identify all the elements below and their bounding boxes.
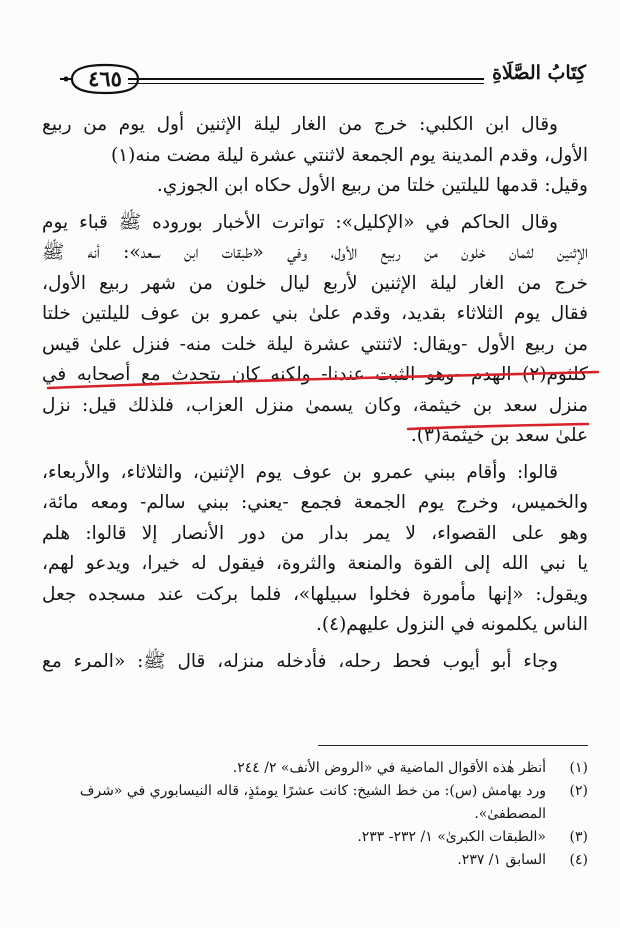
footnotes: [60, 757, 588, 872]
text-line: وجاء أبو أيوب فحط رحله، فأدخله منزله، قال ﷺ: «المرء مع: [42, 650, 558, 672]
text-line: الأول، وقدم المدينة يوم الجمعة لاثنتي عشرة ليلة مضت منه(١): [110, 144, 588, 166]
footnote-number: (٤): [569, 852, 588, 868]
footnote-number: (٢): [569, 783, 588, 799]
text-line: الناس يكلمونه في النزول عليهم(٤).: [316, 614, 588, 635]
text-line: من ربيع الأول -ويقال: لاثنتي عشرة ليلة خلت منه- فنزل علىٰ قيس: [42, 333, 588, 355]
text-line: منزل سعد بن خيثمة، وكان يسمىٰ منزل العزاب، فلذلك قيل: نزل: [42, 394, 588, 416]
page-header: [58, 62, 586, 98]
main-text: [42, 110, 588, 677]
footnote: [60, 849, 588, 872]
running-title: كِتَابُ الصَّلَاةِ: [484, 62, 586, 84]
text-line: فقال يوم الثلاثاء بقديد، وقدم علىٰ بني عمرو بن عوف لليلتين خلتا: [42, 303, 588, 324]
text-line: والخميس، وخرج يوم الجمعة فجمع -يعني: ببني سالم- ومعه مائة،: [42, 492, 588, 513]
footnote: [60, 826, 588, 849]
text-line: وقيل: قدمها لليلتين خلتا من ربيع الأول حكاه ابن الجوزي.: [156, 175, 588, 196]
footnote-number: (٣): [569, 829, 588, 845]
text-line: كلثوم(٢) الهدم -وهو الثبت عندنا- ولكنه كان يتحدث مع أصحابه في: [42, 364, 588, 385]
footnote-text: أنظر هٰذه الأقوال الماضية في «الروض الأنف» ٢/ ٢٤٤.: [232, 760, 546, 776]
footnote-divider: [318, 745, 588, 746]
text-line: ويقول: «إنها مأمورة فخلوا سبيلها»، فلما بركت عند مسجده جعل: [42, 583, 588, 605]
footnote: [60, 780, 588, 826]
text-line: وقال ابن الكلبي: خرج من الغار ليلة الإثنين أول يوم من ربيع: [42, 114, 558, 135]
footnote: [60, 757, 588, 780]
text-line: خرج من الغار ليلة الإثنين لأربع ليال خلون من شهر ربيع الأول،: [42, 272, 588, 294]
footnote-number: (١): [569, 760, 588, 776]
text-line: الإثنين لثمان خلون من ربيع الأول، وفي «طبقات ابن سعد»: أنه ﷺ: [42, 242, 588, 263]
page-number-frame: [58, 62, 152, 96]
footnote-text: السابق ١/ ٢٣٧.: [457, 852, 546, 868]
text-line: علىٰ سعد بن خيثمة(٣).: [410, 425, 588, 446]
text-line: قالوا: وأقام ببني عمرو بن عوف يوم الإثنين، والثلاثاء، والأربعاء،: [42, 461, 558, 483]
text-line: يا نبي الله إلى القوة والمنعة والثروة، فيقول له خيرا، ويدعو لهم،: [42, 553, 588, 574]
text-line: وهو على القصواء، لا يمر بدار من دور الأنصار إلا قالوا: هلم: [42, 522, 588, 544]
text-line: وقال الحاكم في «الإكليل»: تواترت الأخبار بوروده ﷺ قباء يوم: [42, 211, 558, 233]
footnote-text: «الطبقات الكبرىٰ» ١/ ٢٣٢- ٢٣٣.: [357, 829, 546, 845]
footnote-text: ورد بهامش (س): من خط الشيخ: كانت عشرًا يومئذٍ، قاله النيسابوري في «شرف المصطفىٰ».: [79, 783, 546, 822]
page-number: ٤٦٥: [88, 66, 122, 91]
header-rule: [128, 78, 508, 84]
